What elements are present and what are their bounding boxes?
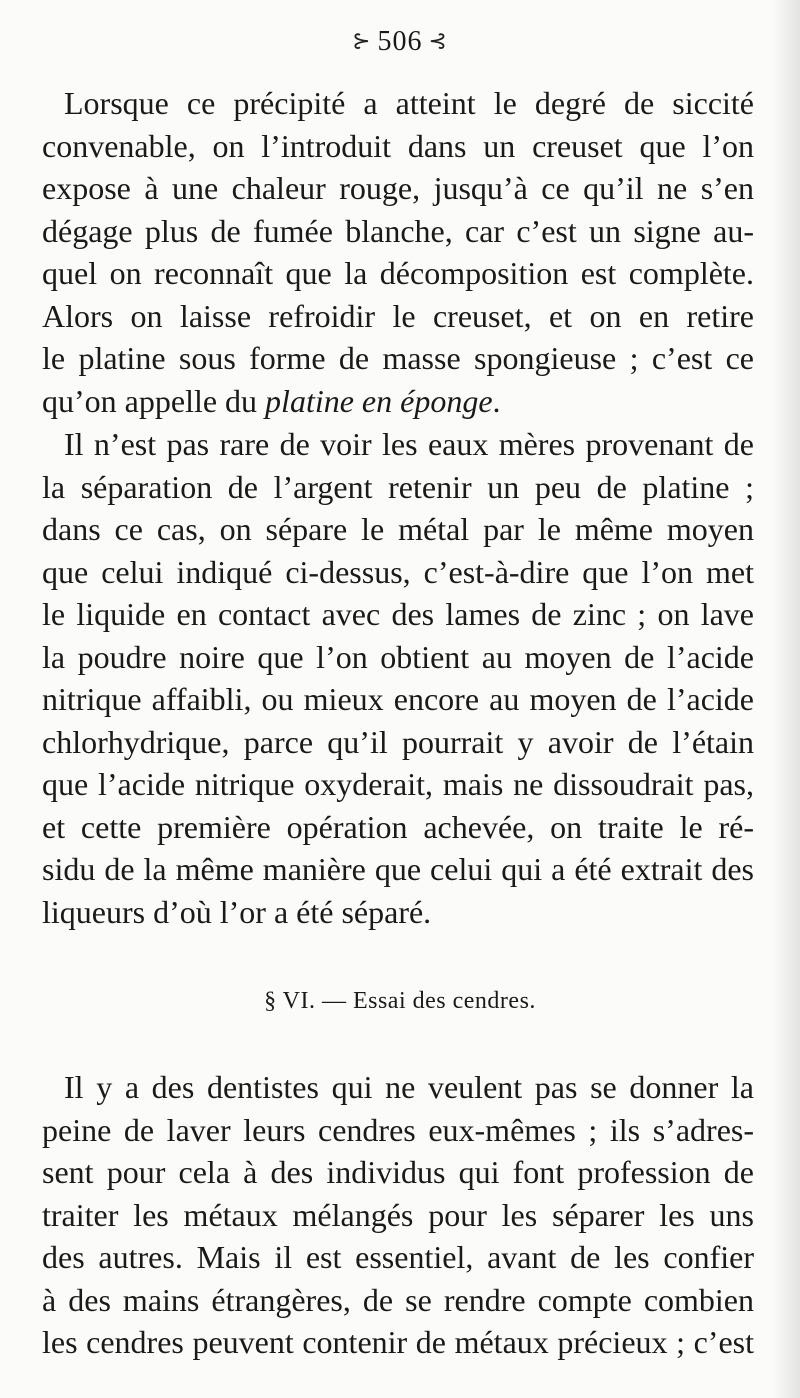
text-line: des autres. Mais il est essentiel, avant de les confier (42, 1239, 754, 1275)
text-line: dans ce cas, on sépare le métal par le même moyen (42, 511, 754, 547)
text-line: les cendres peuvent contenir de métaux précieux ; c’est (42, 1324, 754, 1360)
paragraph-3 (42, 1066, 754, 1364)
section-heading: § VI. — Essai des cendres. (264, 988, 536, 1014)
text-line: Alors on laisse refroidir le creuset, et on en retire (42, 297, 754, 334)
text-line: Il y a des dentistes qui ne veulent pas se donner la (64, 1069, 754, 1105)
text-line: nitrique affaibli, ou mieux encore au moyen de l’acide (42, 681, 754, 717)
text-line: Lorsque ce précipité a atteint le degré de siccité (64, 85, 754, 121)
page-header (0, 26, 800, 58)
text-fragment: qu’on appelle du (42, 382, 266, 419)
text-line: la poudre noire que l’on obtient au moyen de l’acide (42, 638, 754, 675)
page-number: 506 (377, 26, 423, 57)
text-line: et cette première opération achevée, on traite le ré- (42, 808, 754, 845)
text-line: expose à une chaleur rouge, jusqu’à ce qu’il ne s’en (42, 170, 754, 206)
text-line: Il n’est pas rare de voir les eaux mères provenant de (64, 426, 754, 462)
page-edge-shadow (772, 0, 800, 1398)
text-line: chlorhydrique, parce qu’il pourrait y avoir de l’étain (42, 723, 754, 760)
paragraph-1 (42, 82, 754, 422)
text-line: liqueurs d’où l’or a été séparé. (42, 893, 432, 930)
italic-term: platine en éponge (265, 382, 493, 419)
text-line: quel on reconnaît que la décomposition est complète. (42, 255, 754, 291)
text-line: sent pour cela à des individus qui font profession de (42, 1154, 754, 1190)
text-line: le platine sous forme de masse spongieuse ; c’est ce (42, 340, 754, 376)
text-fragment: . (492, 382, 501, 419)
text-line: que celui indiqué ci-dessus, c’est-à-dire que l’on met (42, 553, 754, 590)
text-line: peine de laver leurs cendres eux-mêmes ; ils s’adres- (42, 1111, 754, 1148)
ornament-left-icon: ⊱ (352, 28, 372, 53)
paragraph-2 (42, 423, 754, 933)
text-line: la séparation de l’argent retenir un peu de platine ; (42, 468, 754, 505)
text-line: à des mains étrangères, de se rendre compte combien (42, 1281, 754, 1318)
ornament-right-icon: ⊰ (428, 28, 448, 53)
text-line: sidu de la même manière que celui qui a été extrait des (42, 851, 754, 887)
text-line: que l’acide nitrique oxyderait, mais ne dissoudrait pas, (42, 766, 754, 802)
text-line (42, 380, 754, 423)
text-line: convenable, on l’introduit dans un creuset que l’on (42, 127, 754, 164)
text-line: traiter les métaux mélangés pour les séparer les uns (42, 1196, 754, 1233)
text-line: dégage plus de fumée blanche, car c’est un signe au- (42, 212, 754, 249)
text-line: le liquide en contact avec des lames de zinc ; on lave (42, 596, 754, 632)
